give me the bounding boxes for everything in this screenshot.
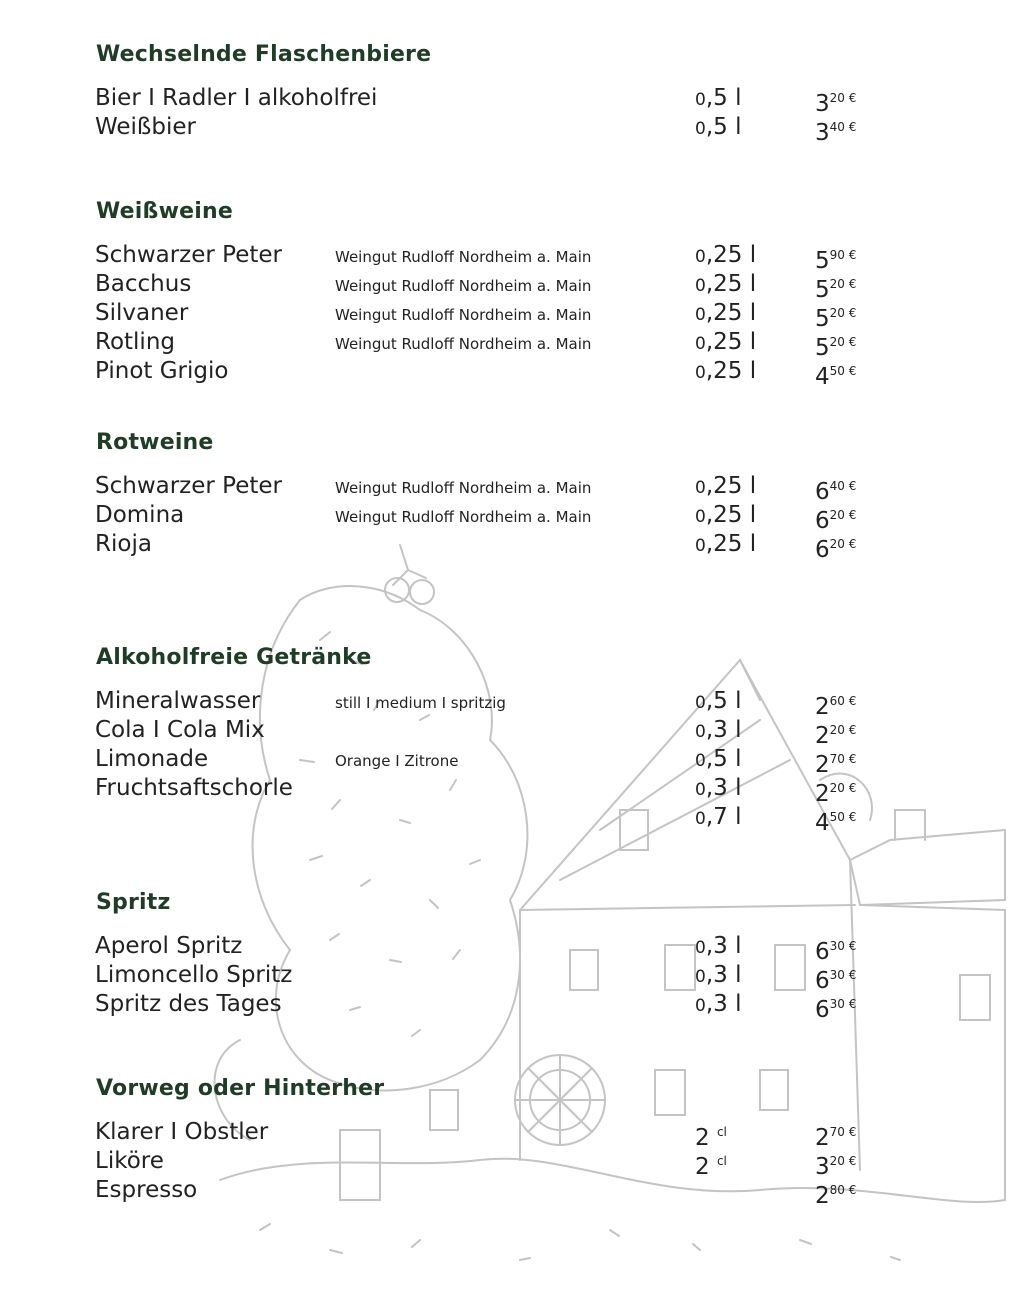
item-volume: 0,25 l [695,242,757,268]
item-price: $6^{20 €}$ [815,537,857,563]
item-name: Schwarzer Peter [95,473,282,499]
item-description: Weingut Rudloff Nordheim a. Main [335,277,592,295]
item-description: still I medium I spritzig [335,694,506,712]
menu-item [0,328,1009,361]
item-price: $3^{20 €}$ [815,91,857,117]
item-volume: 0,5 l [695,688,742,714]
item-volume: 0,3 l [695,991,742,1017]
menu-item [0,357,1009,390]
item-price: $3^{20 €}$ [815,1154,857,1180]
section-title-flaschenbiere: Wechselnde Flaschenbiere [96,42,432,67]
item-volume: 2 $^{cl}$ [695,1125,727,1151]
item-name: Bier I Radler I alkoholfrei [95,85,378,111]
menu-item [0,1118,1009,1151]
item-price: $3^{40 €}$ [815,120,857,146]
item-name: Limonade [95,746,209,772]
item-volume: 0,25 l [695,358,757,384]
item-volume: 0,5 l [695,746,742,772]
menu-item [0,716,1009,749]
item-price: $2^{70 €}$ [815,1125,857,1151]
item-volume: 0,5 l [695,85,742,111]
item-name: Klarer I Obstler [95,1119,269,1145]
item-volume: 2 $^{cl}$ [695,1154,727,1180]
section-title-vorweg-oder-hinterher: Vorweg oder Hinterher [96,1076,385,1101]
item-name: Aperol Spritz [95,933,243,959]
item-price: $6^{20 €}$ [815,508,857,534]
item-volume: 0,3 l [695,962,742,988]
item-name: Espresso [95,1177,198,1203]
item-description: Weingut Rudloff Nordheim a. Main [335,306,592,324]
section-title-spritz: Spritz [96,890,171,915]
item-volume: 0,25 l [695,502,757,528]
item-description: Weingut Rudloff Nordheim a. Main [335,479,592,497]
item-volume: 0,25 l [695,473,757,499]
item-price: $2^{20 €}$ [815,781,857,807]
item-price: $4^{50 €}$ [815,810,857,836]
menu-item [0,961,1009,994]
item-name: Limoncello Spritz [95,962,293,988]
section-title-rotweine: Rotweine [96,430,214,455]
item-name: Silvaner [95,300,189,326]
item-volume: 0,5 l [695,114,742,140]
item-volume: 0,25 l [695,329,757,355]
menu-item [0,774,1009,807]
menu-item [0,932,1009,965]
menu-item [0,113,1009,146]
item-price: $6^{30 €}$ [815,939,857,965]
item-name: Cola I Cola Mix [95,717,265,743]
item-price: $5^{20 €}$ [815,277,857,303]
menu-item [0,990,1009,1023]
item-name: Pinot Grigio [95,358,229,384]
menu-item [0,270,1009,303]
item-price: $4^{50 €}$ [815,364,857,390]
item-price: $2^{60 €}$ [815,694,857,720]
item-volume: 0,25 l [695,300,757,326]
item-name: Bacchus [95,271,192,297]
item-name: Domina [95,502,185,528]
menu-item [0,530,1009,563]
menu-item [0,803,1009,836]
item-price: $2^{20 €}$ [815,723,857,749]
menu-item [0,745,1009,778]
section-title-alkoholfreie-getraenke: Alkoholfreie Getränke [96,645,372,670]
item-description: Weingut Rudloff Nordheim a. Main [335,335,592,353]
menu-item [0,84,1009,117]
item-price: $5^{20 €}$ [815,335,857,361]
menu-item [0,1176,1009,1209]
menu-item [0,299,1009,332]
item-name: Mineralwasser [95,688,261,714]
item-description: Weingut Rudloff Nordheim a. Main [335,508,592,526]
item-volume: 0,25 l [695,531,757,557]
item-price: $2^{80 €}$ [815,1183,857,1209]
item-price: $2^{70 €}$ [815,752,857,778]
item-name: Weißbier [95,114,197,140]
section-title-weissweine: Weißweine [96,199,233,224]
menu-item [0,501,1009,534]
item-description: Weingut Rudloff Nordheim a. Main [335,248,592,266]
item-price: $6^{30 €}$ [815,968,857,994]
item-price: $5^{90 €}$ [815,248,857,274]
item-name: Spritz des Tages [95,991,282,1017]
menu-item [0,241,1009,274]
item-name: Rioja [95,531,152,557]
item-price: $5^{20 €}$ [815,306,857,332]
item-volume: 0,3 l [695,717,742,743]
item-name: Rotling [95,329,175,355]
item-price: $6^{40 €}$ [815,479,857,505]
menu-item [0,687,1009,720]
item-name: Schwarzer Peter [95,242,282,268]
menu-item [0,472,1009,505]
item-price: $6^{30 €}$ [815,997,857,1023]
item-name: Liköre [95,1148,164,1174]
item-name: Fruchtsaftschorle [95,775,293,801]
item-description: Orange I Zitrone [335,752,459,770]
menu-item [0,1147,1009,1180]
item-volume: 0,7 l [695,804,742,830]
item-volume: 0,25 l [695,271,757,297]
item-volume: 0,3 l [695,933,742,959]
item-volume: 0,3 l [695,775,742,801]
